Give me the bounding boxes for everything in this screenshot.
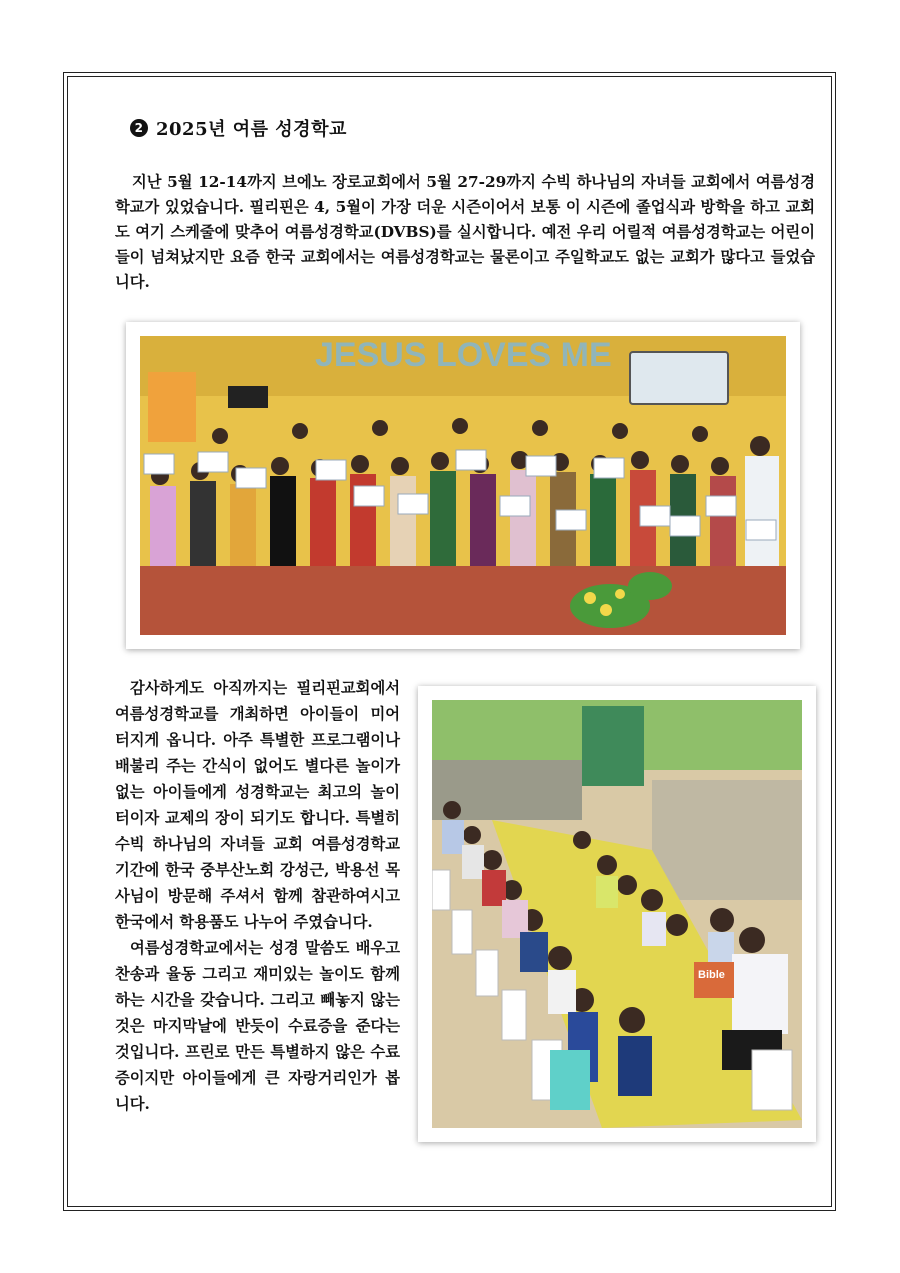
body-text-column bbox=[115, 675, 400, 1117]
body-paragraph-1: 감사하게도 아직까지는 필리핀교회에서 여름성경학교를 개최하면 아이들이 미어 터지게 옵니다. 아주 특별한 프로그램이나 배불리 주는 간식이 없어도 별다른 놀이가 없는 아이들에게 성경학교는 최고의 놀이터이자 교제의 장이 되기도 합니다. 특별히 수빅 하나님의 자녀들 교회 여름성경학교 기간에 한국 중부산노회 강성근, 박용선 목사님이 방문해 주셔서 함께 참관하여시고 한국에서 학용품도 나누어 주였습니다. bbox=[115, 679, 400, 931]
group-photo-illustration bbox=[140, 336, 786, 635]
intro-paragraph: 지난 5월 12-14까지 브에노 장로교회에서 5월 27-29까지 수빅 하나님의 자녀들 교회에서 여름성경학교가 있었습니다. 필리핀은 4, 5월이 가장 더운 시즌이어서 보통 이 시즌에 졸업식과 방학을 하고 교회도 여기 스케줄에 맞추어 여름성경학교(DVBS)를 실시합니다. 예전 우리 어릴적 여름성경학교는 어린이들이 넘쳐났지만 요즘 한국 교회에서는 여름성경학교는 물론이고 주일학교도 없는 교회가 많다고 들었습니다. bbox=[115, 173, 815, 291]
section-number-badge: 2 bbox=[130, 119, 148, 137]
section-title: 2025년 여름 성경학교 bbox=[156, 119, 347, 140]
teal-chair bbox=[550, 1050, 590, 1110]
section-heading bbox=[130, 114, 347, 142]
group-certificate-photo bbox=[126, 322, 800, 649]
outdoor-photo-illustration bbox=[432, 700, 802, 1128]
body-paragraph-2: 여름성경학교에서는 성경 말씀도 배우고 찬송과 율동 그리고 재미있는 놀이도 함께 하는 시간을 갖습니다. 그리고 빼놓지 않는 것은 마지막날에 반듯이 수료증을 준다는 것입니다. 프린로 만든 특별하지 않은 수료증이지만 아이들에게 큰 자랑거리인가 봅니다. bbox=[115, 939, 400, 1113]
window-curtain bbox=[148, 372, 196, 442]
tiled-floor bbox=[140, 566, 786, 635]
concrete-wall bbox=[652, 780, 802, 900]
speaker bbox=[228, 386, 268, 408]
church-banner-text: JESUS LOVES ME bbox=[315, 336, 612, 374]
green-board bbox=[582, 706, 644, 786]
tv-screen bbox=[630, 352, 728, 404]
outdoor-table-photo bbox=[418, 686, 816, 1142]
bible-cover-text: Bible bbox=[698, 969, 725, 981]
